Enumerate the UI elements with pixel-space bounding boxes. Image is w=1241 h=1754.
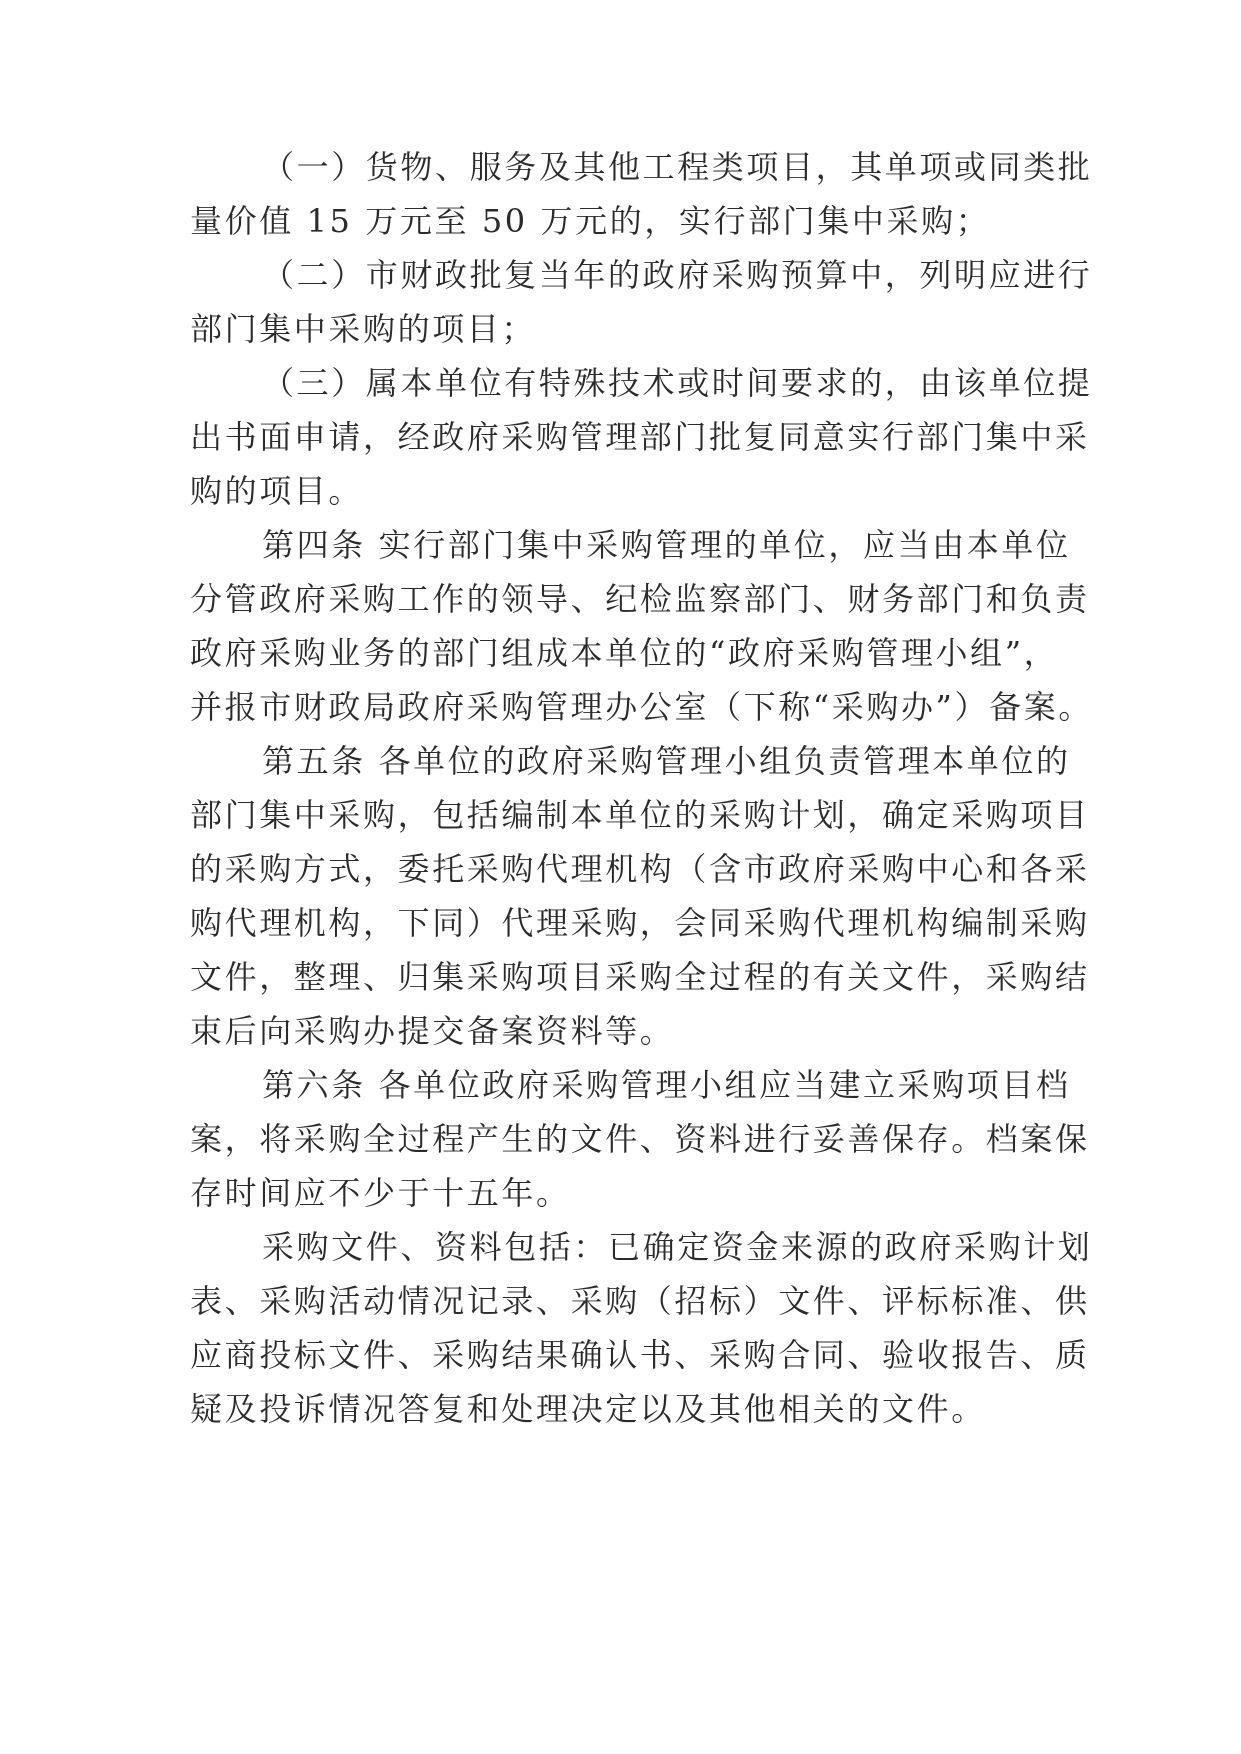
text-line: 购的项目。 <box>190 472 364 510</box>
text-line: 束后向采购办提交备案资料等。 <box>190 1012 675 1050</box>
text-line: 第六条 各单位政府采购管理小组应当建立采购项目档 <box>262 1066 1071 1104</box>
text-line: 并报市财政局政府采购管理办公室（下称“采购办”）备案。 <box>190 688 1093 726</box>
text-line: 第五条 各单位的政府采购管理小组负责管理本单位的 <box>262 742 1071 780</box>
text-line: 表、采购活动情况记录、采购（招标）文件、评标标准、供 <box>190 1282 1090 1320</box>
text-line: 存时间应不少于十五年。 <box>190 1174 571 1212</box>
text-line: （三）属本单位有特殊技术或时间要求的，由该单位提 <box>262 364 1093 402</box>
text-line: 政府采购业务的部门组成本单位的“政府采购管理小组”， <box>190 634 1059 672</box>
text-line: （二）市财政批复当年的政府采购预算中，列明应进行 <box>262 256 1093 294</box>
text-line: 分管政府采购工作的领导、纪检监察部门、财务部门和负责 <box>190 580 1090 618</box>
text-line: 文件，整理、归集采购项目采购全过程的有关文件，采购结 <box>190 958 1090 996</box>
text-line: 应商投标文件、采购结果确认书、采购合同、验收报告、质 <box>190 1336 1090 1374</box>
text-line: 案，将采购全过程产生的文件、资料进行妥善保存。档案保 <box>190 1120 1090 1158</box>
text-line: 采购文件、资料包括：已确定资金来源的政府采购计划 <box>262 1228 1093 1266</box>
text-line: 部门集中采购，包括编制本单位的采购计划，确定采购项目 <box>190 796 1090 834</box>
text-line: 疑及投诉情况答复和处理决定以及其他相关的文件。 <box>190 1390 986 1428</box>
text-line: 出书面申请，经政府采购管理部门批复同意实行部门集中采 <box>190 418 1090 456</box>
text-line: 的采购方式，委托采购代理机构（含市政府采购中心和各采 <box>190 850 1090 888</box>
text-line: 第四条 实行部门集中采购管理的单位，应当由本单位 <box>262 526 1071 564</box>
text-line: （一）货物、服务及其他工程类项目，其单项或同类批 <box>262 148 1093 186</box>
text-line: 部门集中采购的项目； <box>190 310 537 348</box>
text-line: 购代理机构，下同）代理采购，会同采购代理机构编制采购 <box>190 904 1090 942</box>
text-line: 量价值 15 万元至 50 万元的，实行部门集中采购； <box>190 202 991 240</box>
